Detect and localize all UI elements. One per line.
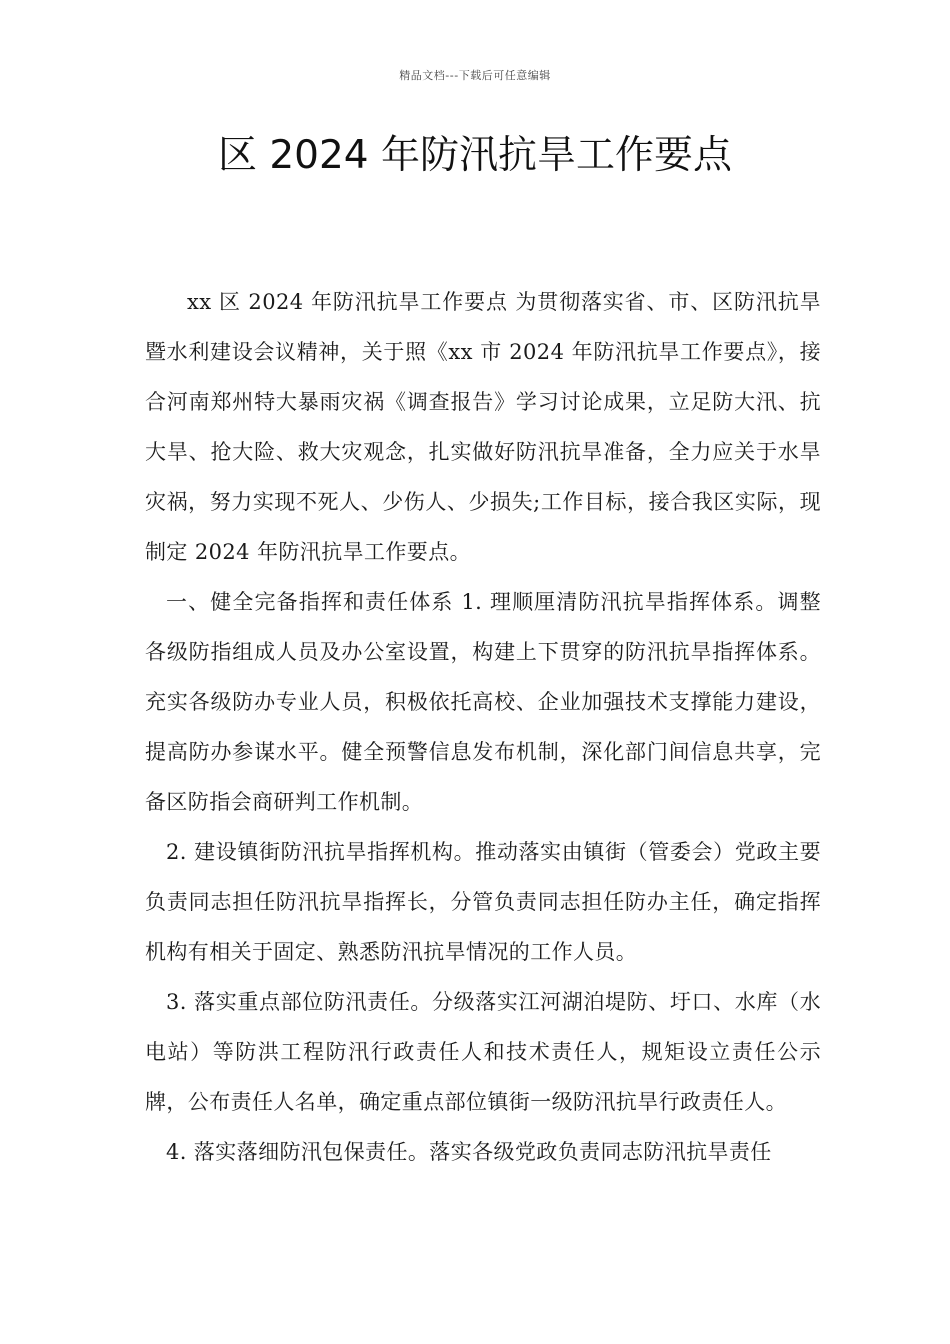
page-title: 区 2024 年防汛抗旱工作要点 bbox=[217, 133, 733, 178]
paragraph-item-3: 3. 落实重点部位防汛责任。分级落实江河湖泊堤防、圩口、水库（水电站）等防洪工程防汛行政责任人和技术责任人，规矩设立责任公示牌，公布责任人名单，确定重点部位镇街一级防汛抗旱行政责任人。 bbox=[145, 990, 821, 1114]
paragraph-item-4: 4. 落实落细防汛包保责任。落实各级党政负责同志防汛抗旱责任 bbox=[166, 1140, 772, 1164]
paragraph-intro: xx 区 2024 年防汛抗旱工作要点 为贯彻落实省、市、区防汛抗旱暨水利建设会议精神，关于照《xx 市 2024 年防汛抗旱工作要点》，接合河南郑州特大暴雨灾祸《调查报告》学习讨论成果，立足防大汛、抗大旱、抢大险、救大灾观念，扎实做好防汛抗旱准备，全力应关于水旱灾祸，努力实现不死人、少伤人、少损失;工作目标，接合我区实际，现制定 2024 年防汛抗旱工作要点。 bbox=[145, 290, 821, 564]
paragraph-item-2: 2. 建设镇街防汛抗旱指挥机构。推动落实由镇街（管委会）党政主要负责同志担任防汛抗旱指挥长，分管负责同志担任防办主任，确定指挥机构有相关于固定、熟悉防汛抗旱情况的工作人员。 bbox=[145, 840, 821, 964]
document-body bbox=[145, 277, 821, 1177]
paragraph-section-1: 一、健全完备指挥和责任体系 1. 理顺厘清防汛抗旱指挥体系。调整各级防指组成人员及办公室设置，构建上下贯穿的防汛抗旱指挥体系。充实各级防办专业人员，积极依托高校、企业加强技术支撑能力建设，提高防办参谋水平。健全预警信息发布机制，深化部门间信息共享，完备区防指会商研判工作机制。 bbox=[145, 590, 821, 814]
header-note: 精品文档---下载后可任意编辑 bbox=[399, 69, 551, 82]
